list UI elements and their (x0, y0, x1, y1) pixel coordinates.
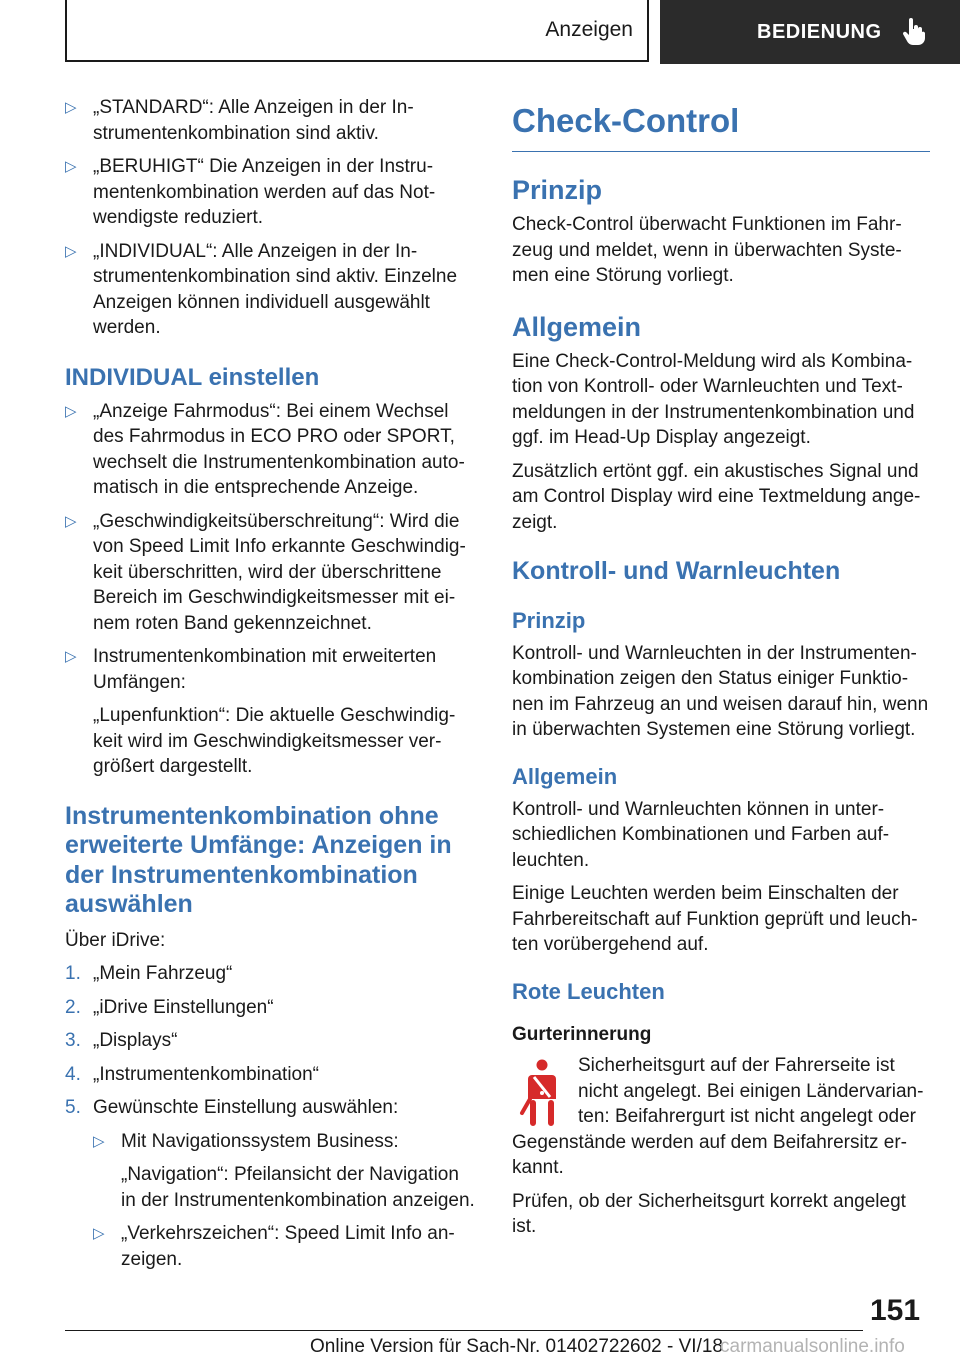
step-item (65, 1028, 477, 1054)
chapter-heading: Check-Control (512, 101, 930, 152)
triangle-bullet-icon: ▷ (93, 1225, 105, 1242)
step-text: „Displays“ (93, 1030, 178, 1051)
body-text: Sicherheitsgurt auf der Fahrerseite ist nicht angelegt. Bei einigen Ländervarianten: Beifahrergurt ist nicht angelegt oder Gegenstände werden auf dem Beifahrersitz erkannt. (512, 1055, 924, 1178)
sub-list-item-continuation: „Navigation“: Pfeilansicht der Navigation in der Instrumentenkombination anzeigen. (121, 1164, 475, 1211)
body-text: Zusätzlich ertönt ggf. ein akustisches Signal und am Control Display wird eine Textmeldung angezeigt. (512, 460, 921, 533)
list-item-text: Instrumentenkombination mit erweiterten Umfängen: (93, 646, 437, 693)
subsection-heading: Rote Leuchten (512, 978, 665, 1004)
list-item (65, 95, 477, 146)
section-heading: Kontroll- und Warnleuchten (512, 557, 841, 585)
right-column (512, 95, 930, 1248)
list-item-text: „INDIVIDUAL“: Alle Anzeigen in der Instrumentenkombination sind aktiv. Einzelne Anzeigen können individuell ausgewählt werden. (93, 240, 458, 338)
triangle-bullet-icon: ▷ (65, 158, 77, 175)
sub-list-item-text: Mit Navigationssystem Business: (121, 1130, 399, 1152)
sub-list-item (93, 1129, 477, 1155)
triangle-bullet-icon: ▷ (65, 402, 77, 420)
list-item (65, 154, 477, 231)
step-number: 3. (65, 1030, 81, 1051)
hand-pointer-icon (898, 17, 928, 47)
triangle-bullet-icon: ▷ (65, 242, 77, 260)
step-text: „iDrive Einstellungen“ (93, 996, 274, 1018)
footer-divider (65, 1330, 863, 1331)
body-text: Kontroll- und Warnleuchten in der Instrumentenkombination zeigen den Status einiger Funktionen im Fahrzeug an und weisen darauf hin, wenn in überwachten Systemen eine Störung vorliegt. (512, 642, 929, 740)
body-text: Einige Leuchten werden beim Einschalten der Fahrbereitschaft auf Funktion geprüft und leuchten vorübergehend auf. (512, 883, 918, 955)
section-title: Anzeigen (545, 18, 633, 41)
body-text: Eine Check-Control-Meldung wird als Kombination von Kontroll- oder Warnleuchten und Textmeldungen in der Instrumentenkombination und ggf. im Head-Up Display angezeigt. (512, 350, 915, 448)
triangle-bullet-icon: ▷ (65, 648, 77, 665)
list-item-text: „BERUHIGT“ Die Anzeigen in der Instrumentenkombination werden auf das Notwendigste reduziert. (93, 156, 436, 228)
subsection-heading: Prinzip (512, 607, 586, 633)
section-heading: Instrumentenkombination ohne erweiterte Umfänge: Anzeigen in der Instrumentenkombination auswählen (65, 801, 452, 918)
section-heading: Prinzip (512, 175, 603, 205)
sub-list-item-text: „Verkehrszeichen“: Speed Limit Info anzeigen. (121, 1223, 455, 1270)
body-text: Kontroll- und Warnleuchten können in unterschiedlichen Kombinationen und Farben aufleuchten. (512, 798, 890, 871)
list-item-text: „STANDARD“: Alle Anzeigen in der Instrumentenkombination sind aktiv. (93, 97, 414, 144)
triangle-bullet-icon: ▷ (65, 99, 77, 116)
step-number: 4. (65, 1063, 81, 1085)
section-tab (65, 0, 649, 62)
step-text: „Mein Fahrzeug“ (93, 963, 233, 984)
footer-online-version: Online Version für Sach-Nr. 01402722602 - VI/18 (310, 1336, 723, 1357)
page-header (65, 0, 960, 64)
chapter-tab (660, 0, 960, 64)
warning-label: Gurterinnerung (512, 1023, 652, 1045)
body-text: Check-Control überwacht Funktionen im Fahrzeug und meldet, wenn in überwachten Systemen eine Störung vorliegt. (512, 214, 902, 286)
chapter-title: BEDIENUNG (757, 20, 882, 43)
sub-list-item (93, 1221, 477, 1272)
step-number: 2. (65, 996, 81, 1018)
step-number: 1. (65, 963, 81, 984)
seatbelt-warning-icon (512, 1053, 572, 1129)
footer-watermark: carmanualsonline.info (720, 1336, 905, 1357)
list-item (65, 239, 477, 341)
list-item-text: „Geschwindigkeitsüberschreitung“: Wird die von Speed Limit Info erkannte Geschwindigkeit überschritten, wird der überschrittene Bereich im Geschwindigkeitsmesser mit einem roten Band gekennzeichnet. (93, 510, 466, 634)
triangle-bullet-icon: ▷ (65, 512, 77, 530)
step-number: 5. (65, 1097, 81, 1118)
step-text: „Instrumentenkombination“ (93, 1063, 319, 1085)
step-item (65, 995, 477, 1021)
seatbelt-warning (512, 1053, 930, 1181)
section-heading: INDIVIDUAL einstellen (65, 363, 320, 391)
body-text: Prüfen, ob der Sicherheitsgurt korrekt angelegt ist. (512, 1190, 906, 1237)
triangle-bullet-icon: ▷ (93, 1132, 105, 1150)
step-item (65, 961, 477, 987)
subsection-heading: Allgemein (512, 763, 618, 789)
step-item (65, 1095, 477, 1121)
list-item (65, 399, 477, 501)
left-column (65, 95, 477, 1280)
list-item-text: „Anzeige Fahrmodus“: Bei einem Wechsel des Fahrmodus in ECO PRO oder SPORT, wechselt die Instrumentenkombination automatisch in die entsprechende Anzeige. (93, 400, 465, 498)
step-text: Gewünschte Einstellung auswählen: (93, 1097, 399, 1118)
list-item (65, 644, 477, 695)
body-text: Über iDrive: (65, 929, 166, 951)
list-item-continuation: „Lupenfunktion“: Die aktuelle Geschwindigkeit wird im Geschwindigkeitsmesser vergrößert dargestellt. (93, 705, 456, 777)
page-number: 151 (870, 1294, 921, 1327)
list-item (65, 509, 477, 637)
step-item (65, 1062, 477, 1088)
section-heading: Allgemein (512, 311, 642, 342)
